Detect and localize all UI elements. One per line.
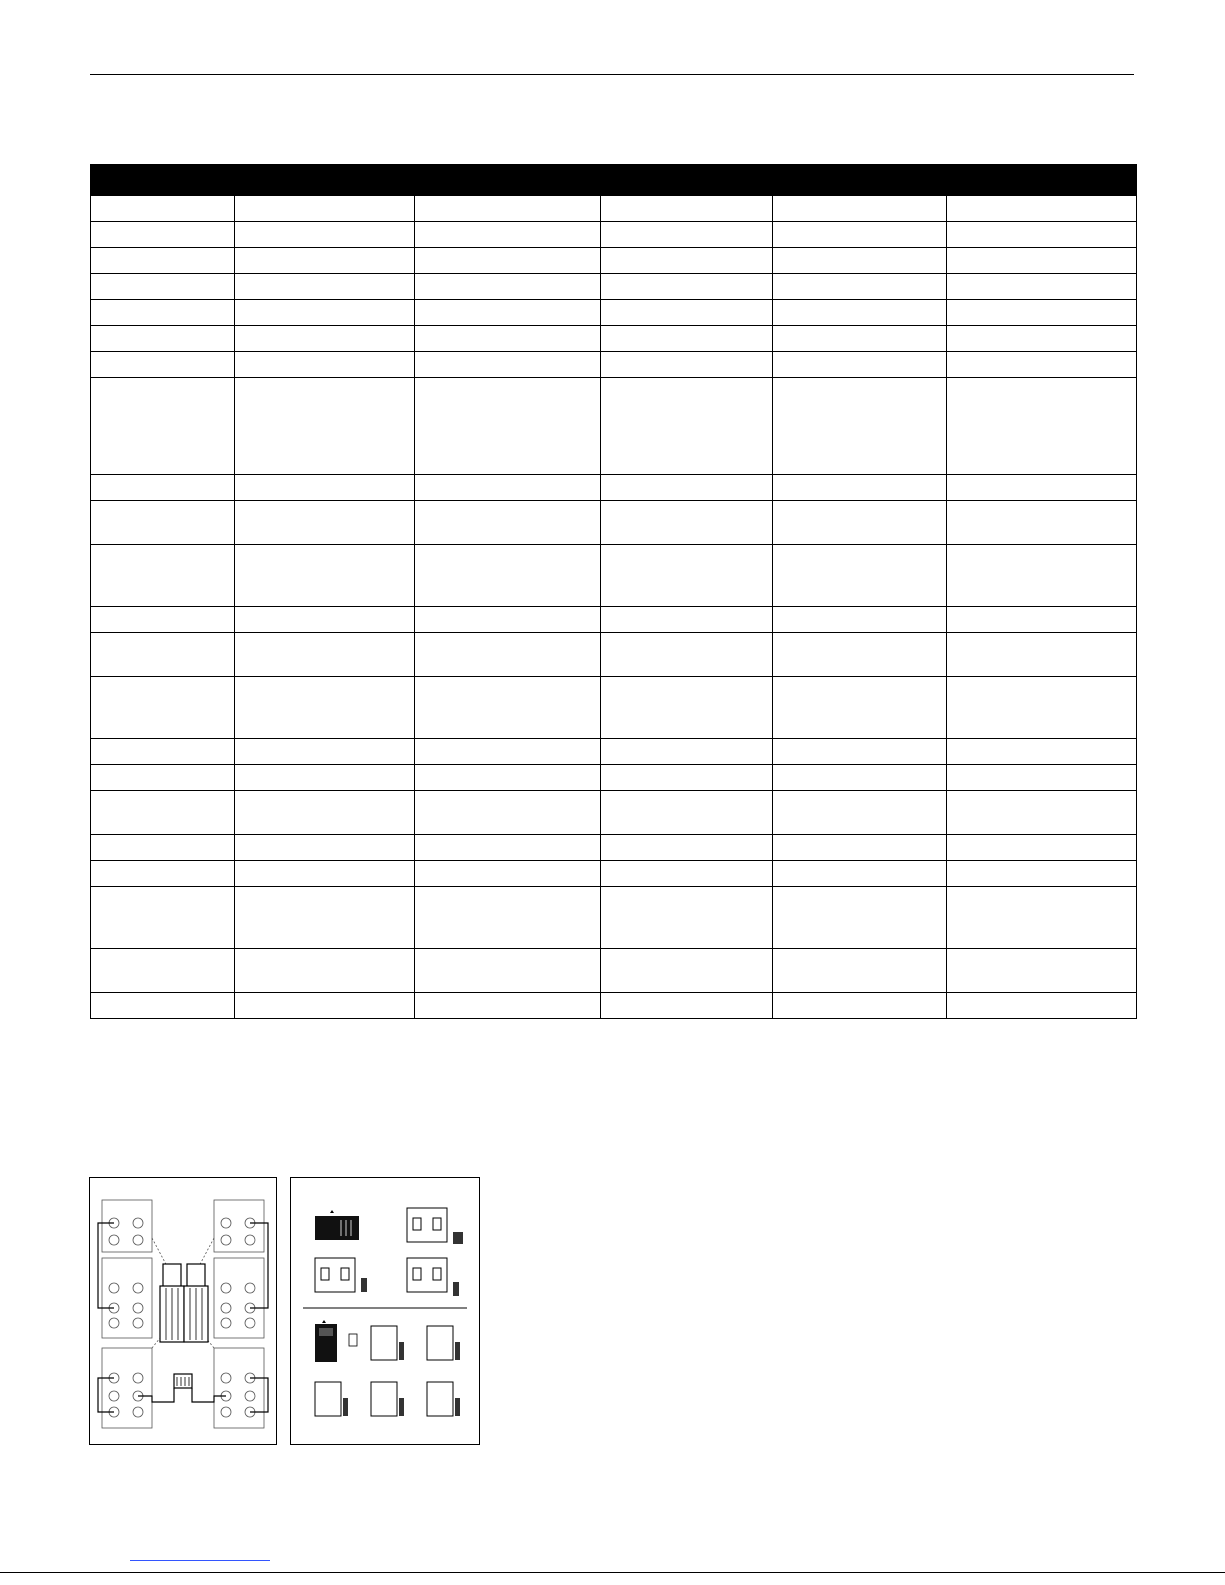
table-cell xyxy=(773,475,947,501)
table-cell xyxy=(235,677,415,739)
table-cell xyxy=(91,378,235,475)
table-cell xyxy=(91,607,235,633)
table-cell xyxy=(415,352,601,378)
table-cell xyxy=(235,196,415,222)
table-cell xyxy=(947,765,1137,791)
table-cell xyxy=(773,196,947,222)
table-cell xyxy=(415,677,601,739)
table-cell xyxy=(235,861,415,887)
table-cell xyxy=(773,861,947,887)
table-cell xyxy=(415,222,601,248)
table-cell xyxy=(947,949,1137,993)
table-cell xyxy=(415,993,601,1019)
table-cell xyxy=(601,887,773,949)
table-cell xyxy=(773,835,947,861)
header-cell xyxy=(91,165,235,196)
table-header-row xyxy=(91,165,1137,196)
table-cell xyxy=(91,300,235,326)
table-cell xyxy=(773,633,947,677)
table-cell xyxy=(947,861,1137,887)
table-cell xyxy=(601,501,773,545)
table-cell xyxy=(91,274,235,300)
table-cell xyxy=(415,545,601,607)
table-row xyxy=(91,887,1137,949)
table-cell xyxy=(415,861,601,887)
table-cell xyxy=(773,326,947,352)
table-cell xyxy=(415,835,601,861)
table-cell xyxy=(91,765,235,791)
table-cell xyxy=(415,300,601,326)
wiring-diagram-icon xyxy=(90,1178,276,1444)
table-cell xyxy=(601,196,773,222)
table-cell xyxy=(235,326,415,352)
table-cell xyxy=(947,607,1137,633)
table-cell xyxy=(91,352,235,378)
table-cell xyxy=(773,222,947,248)
footer-link-underline xyxy=(130,1560,270,1561)
table-cell xyxy=(947,993,1137,1019)
table-cell xyxy=(235,791,415,835)
table-row xyxy=(91,765,1137,791)
table-cell xyxy=(91,887,235,949)
table-cell xyxy=(235,222,415,248)
table-cell xyxy=(235,545,415,607)
table-row xyxy=(91,326,1137,352)
header-cell xyxy=(947,165,1137,196)
table-cell xyxy=(91,475,235,501)
table-row xyxy=(91,545,1137,607)
table-cell xyxy=(235,501,415,545)
table-cell xyxy=(947,378,1137,475)
table-cell xyxy=(601,222,773,248)
table-cell xyxy=(947,739,1137,765)
table-cell xyxy=(601,949,773,993)
table-cell xyxy=(91,196,235,222)
top-rule xyxy=(90,74,1134,75)
speaker-wiring-diagram xyxy=(89,1177,277,1445)
table-cell xyxy=(415,887,601,949)
table-cell xyxy=(235,633,415,677)
table-cell xyxy=(601,248,773,274)
table-row xyxy=(91,248,1137,274)
table-cell xyxy=(415,475,601,501)
table-cell xyxy=(947,633,1137,677)
table-cell xyxy=(773,739,947,765)
table-cell xyxy=(235,475,415,501)
table-cell xyxy=(235,248,415,274)
table-cell xyxy=(773,993,947,1019)
table-cell xyxy=(773,887,947,949)
table-row xyxy=(91,196,1137,222)
table-cell xyxy=(235,739,415,765)
table-row xyxy=(91,949,1137,993)
table-cell xyxy=(415,791,601,835)
table-cell xyxy=(415,765,601,791)
table-cell xyxy=(415,633,601,677)
table-cell xyxy=(415,501,601,545)
table-cell xyxy=(947,887,1137,949)
table-cell xyxy=(773,765,947,791)
header-cell xyxy=(601,165,773,196)
table-cell xyxy=(773,545,947,607)
table-cell xyxy=(773,501,947,545)
table-cell xyxy=(947,248,1137,274)
header-cell xyxy=(773,165,947,196)
table-cell xyxy=(601,791,773,835)
table-cell xyxy=(947,677,1137,739)
table-cell xyxy=(91,248,235,274)
table-cell xyxy=(91,677,235,739)
table-cell xyxy=(415,196,601,222)
table-cell xyxy=(773,300,947,326)
table-cell xyxy=(947,222,1137,248)
table-cell xyxy=(91,222,235,248)
table-cell xyxy=(773,607,947,633)
table-row xyxy=(91,607,1137,633)
table-cell xyxy=(91,501,235,545)
table-cell xyxy=(601,677,773,739)
table-cell xyxy=(91,791,235,835)
table-cell xyxy=(601,765,773,791)
table-cell xyxy=(773,791,947,835)
table-cell xyxy=(947,835,1137,861)
table-cell xyxy=(947,326,1137,352)
table-row xyxy=(91,791,1137,835)
bottom-rule xyxy=(0,1572,1225,1573)
table-cell xyxy=(773,274,947,300)
table-cell xyxy=(773,352,947,378)
table-cell xyxy=(235,378,415,475)
configuration-icon xyxy=(291,1178,479,1444)
table-cell xyxy=(415,248,601,274)
table-cell xyxy=(601,378,773,475)
table-cell xyxy=(415,378,601,475)
table-row xyxy=(91,677,1137,739)
table-cell xyxy=(601,633,773,677)
table-cell xyxy=(773,378,947,475)
table-cell xyxy=(235,300,415,326)
table-cell xyxy=(601,352,773,378)
spec-table xyxy=(90,164,1137,1019)
table-row xyxy=(91,993,1137,1019)
header-cell xyxy=(415,165,601,196)
table-row xyxy=(91,222,1137,248)
table-cell xyxy=(601,607,773,633)
table-row xyxy=(91,501,1137,545)
table-row xyxy=(91,633,1137,677)
table-cell xyxy=(91,739,235,765)
table-row xyxy=(91,352,1137,378)
table-cell xyxy=(415,607,601,633)
table-cell xyxy=(415,949,601,993)
table-cell xyxy=(235,949,415,993)
table-body xyxy=(91,196,1137,1019)
table-cell xyxy=(91,326,235,352)
table-cell xyxy=(235,607,415,633)
table-cell xyxy=(947,274,1137,300)
table-cell xyxy=(947,501,1137,545)
table-cell xyxy=(235,274,415,300)
table-cell xyxy=(235,835,415,861)
table-cell xyxy=(773,677,947,739)
table-cell xyxy=(91,861,235,887)
table-cell xyxy=(235,887,415,949)
table-cell xyxy=(773,248,947,274)
table-row xyxy=(91,475,1137,501)
unit-configuration-diagram xyxy=(290,1177,480,1445)
table-row xyxy=(91,835,1137,861)
table-cell xyxy=(601,475,773,501)
table-cell xyxy=(415,326,601,352)
table-cell xyxy=(947,475,1137,501)
table-cell xyxy=(947,300,1137,326)
table-cell xyxy=(601,861,773,887)
table-cell xyxy=(91,949,235,993)
table-cell xyxy=(91,545,235,607)
table-cell xyxy=(773,949,947,993)
table-cell xyxy=(601,326,773,352)
table-cell xyxy=(947,352,1137,378)
table-cell xyxy=(947,545,1137,607)
table-cell xyxy=(235,352,415,378)
table-cell xyxy=(601,993,773,1019)
table-cell xyxy=(91,835,235,861)
table-cell xyxy=(601,274,773,300)
table-cell xyxy=(947,196,1137,222)
header-cell xyxy=(235,165,415,196)
table-row xyxy=(91,378,1137,475)
table-cell xyxy=(415,739,601,765)
table-row xyxy=(91,739,1137,765)
table-cell xyxy=(601,300,773,326)
table-cell xyxy=(235,765,415,791)
table-cell xyxy=(91,993,235,1019)
table-row xyxy=(91,300,1137,326)
table-cell xyxy=(415,274,601,300)
table-row xyxy=(91,861,1137,887)
table-cell xyxy=(601,739,773,765)
table-cell xyxy=(601,835,773,861)
table-cell xyxy=(91,633,235,677)
table-row xyxy=(91,274,1137,300)
table-cell xyxy=(601,545,773,607)
table-cell xyxy=(947,791,1137,835)
table-cell xyxy=(235,993,415,1019)
